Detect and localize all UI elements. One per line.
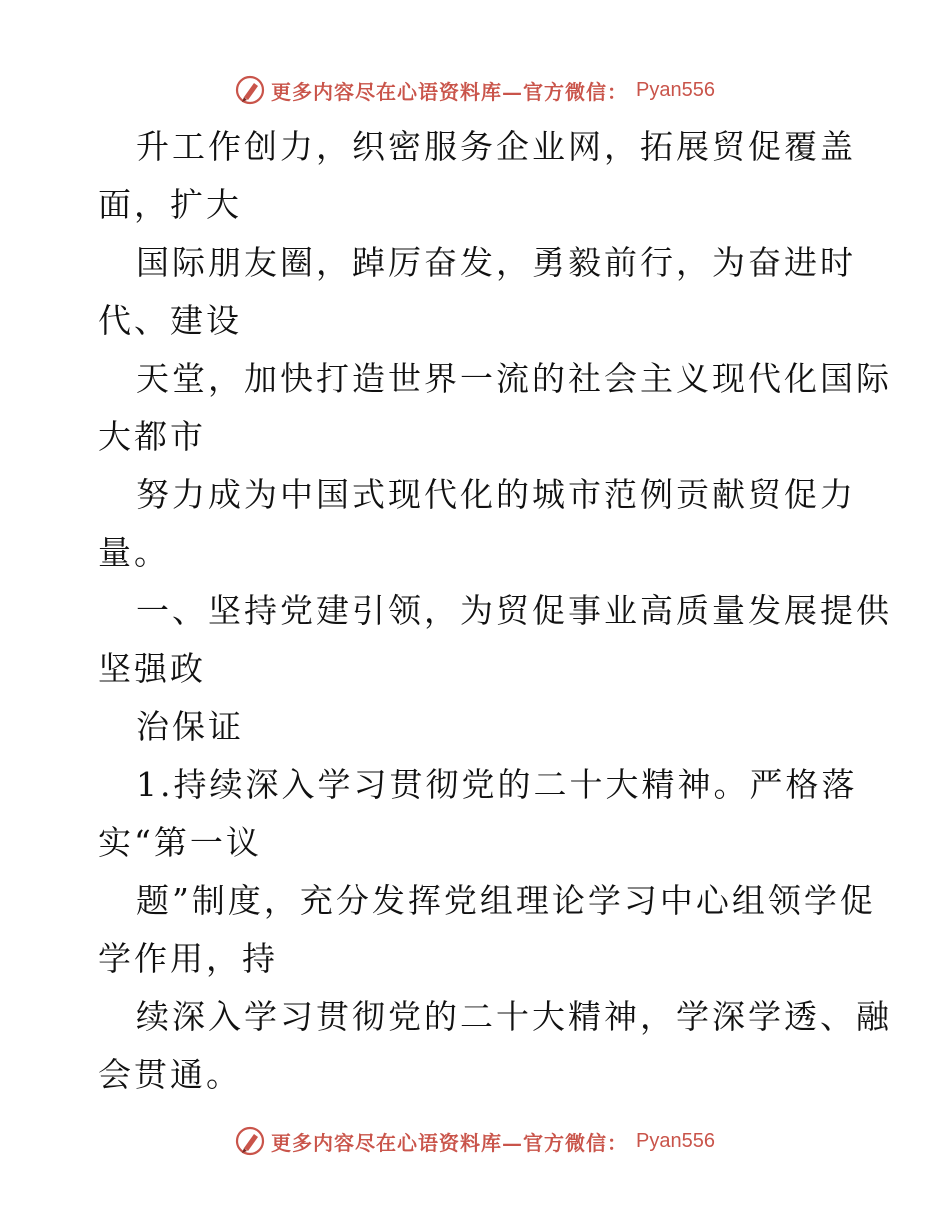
text-line: 1.持续深入学习贯彻党的二十大精神。严格落 xyxy=(136,765,858,804)
text-line: 升工作创力，织密服务企业网，拓展贸促覆盖 xyxy=(136,127,856,166)
watermark-footer xyxy=(0,1123,950,1159)
text-line: 面，扩大 xyxy=(98,185,242,224)
pen-logo-icon xyxy=(235,1126,265,1156)
section-heading-line: 坚强政 xyxy=(98,649,206,688)
text-line: 会贯通。 xyxy=(98,1055,242,1094)
document-body xyxy=(98,118,892,1104)
section-heading-line: 治保证 xyxy=(136,707,244,746)
text-line: 努力成为中国式现代化的城市范例贡献贸促力 xyxy=(136,475,856,514)
watermark-text: 更多内容尽在心语资料库—官方微信： xyxy=(271,1130,629,1155)
watermark-id: Pyan556 xyxy=(636,1129,715,1152)
watermark-id: Pyan556 xyxy=(636,78,715,101)
text-line: 代、建设 xyxy=(98,301,242,340)
text-line: 学作用，持 xyxy=(98,939,278,978)
section-heading-line: 一、坚持党建引领，为贸促事业高质量发展提供 xyxy=(136,591,892,630)
text-line: 国际朋友圈，踔厉奋发，勇毅前行，为奋进时 xyxy=(136,243,856,282)
text-line: 天堂，加快打造世界一流的社会主义现代化国际 xyxy=(136,359,892,398)
text-line: 大都市 xyxy=(98,417,206,456)
text-line: 量。 xyxy=(98,533,170,572)
text-line: 实“第一议 xyxy=(98,823,262,862)
text-line: 续深入学习贯彻党的二十大精神，学深学透、融 xyxy=(136,997,892,1036)
watermark-header xyxy=(0,72,950,108)
watermark-text: 更多内容尽在心语资料库—官方微信： xyxy=(271,79,629,104)
pen-logo-icon xyxy=(235,75,265,105)
text-line: 题”制度，充分发挥党组理论学习中心组领学促 xyxy=(136,881,876,920)
